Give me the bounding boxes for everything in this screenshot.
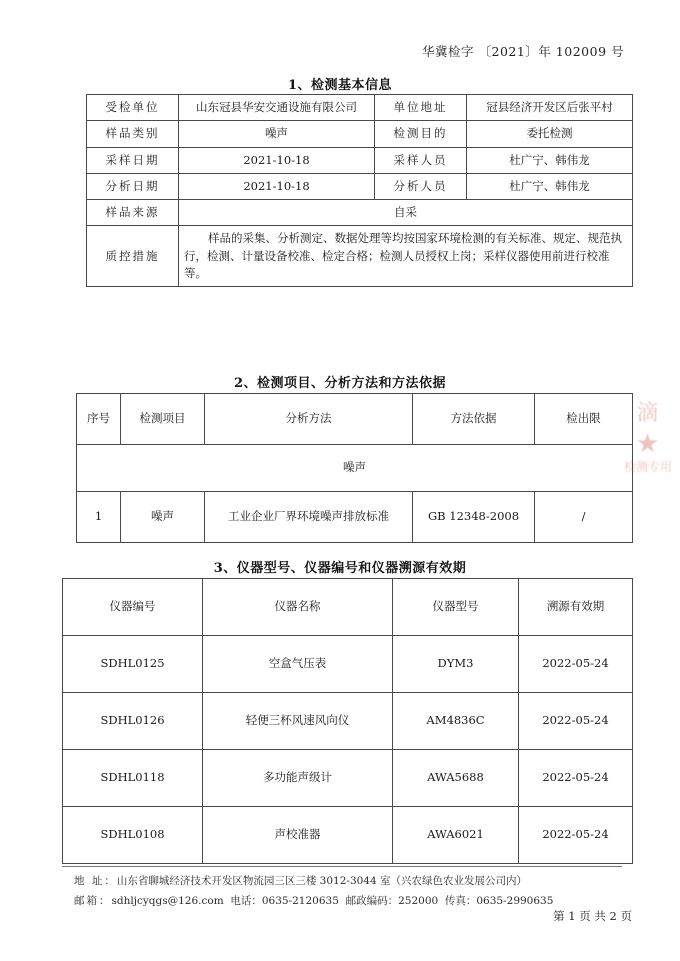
column-header: 仪器型号 [393, 579, 519, 636]
table-row [63, 807, 633, 864]
basic-info-table [86, 94, 633, 287]
cell-instrument-code: SDHL0108 [63, 807, 203, 864]
cell-instrument-code: SDHL0118 [63, 750, 203, 807]
cell-label: 分析人员 [375, 173, 467, 199]
cell-limit: / [535, 492, 633, 543]
cell-instrument-name: 声校准器 [203, 807, 393, 864]
cell-instrument-model: DYM3 [393, 636, 519, 693]
cell-instrument-code: SDHL0126 [63, 693, 203, 750]
footer-zip-label: 邮政编码： [345, 894, 399, 907]
stamp-star-icon: ★ [635, 428, 661, 459]
page-number: 第 1 页 共 2 页 [553, 909, 632, 923]
cell-value: 2021-10-18 [179, 147, 375, 173]
cell-label-sample-source: 样品来源 [87, 200, 179, 226]
column-header: 检测项目 [121, 394, 205, 445]
instruments-table [62, 578, 633, 864]
stamp-subtext: 检测专用 [623, 460, 672, 474]
stamp-character: 滴 [636, 401, 660, 426]
footer-fax-value: 0635-2990635 [476, 894, 554, 907]
table-row [87, 95, 633, 121]
footer-mail-label: 邮箱： [74, 894, 112, 907]
column-header: 检出限 [535, 394, 633, 445]
column-header: 分析方法 [205, 394, 413, 445]
footer-zip-value: 252000 [398, 894, 439, 907]
cell-label: 分析日期 [87, 173, 179, 199]
cell-value: 冠县经济开发区后张平村 [467, 95, 633, 121]
section-1-title: 1、检测基本信息 [287, 78, 393, 93]
table-row [77, 492, 633, 543]
cell-instrument-name: 轻便三杯风速风向仪 [203, 693, 393, 750]
cell-instrument-valid: 2022-05-24 [519, 807, 633, 864]
section-2-title: 2、检测项目、分析方法和方法依据 [233, 376, 447, 391]
table-row [63, 750, 633, 807]
cell-label: 检测目的 [375, 121, 467, 147]
cell-label: 单位地址 [375, 95, 467, 121]
cell-instrument-valid: 2022-05-24 [519, 693, 633, 750]
column-header: 方法依据 [413, 394, 535, 445]
footer-contact-row [74, 892, 634, 912]
cell-value: 杜广宁、韩伟龙 [467, 147, 633, 173]
cell-value: 杜广宁、韩伟龙 [467, 173, 633, 199]
document-header-code: 华冀检字 〔2021〕年 102009 号 [422, 44, 624, 59]
footer-address-value: 山东省聊城经济技术开发区物流园三区三楼 3012-3044 室（兴农绿色农业发展公司内） [116, 875, 528, 887]
footer-address-label: 地 址： [74, 875, 117, 887]
cell-instrument-name: 多功能声级计 [203, 750, 393, 807]
column-header: 序号 [77, 394, 121, 445]
table-group-row [77, 445, 633, 492]
cell-basis: GB 12348-2008 [413, 492, 535, 543]
cell-value: 2021-10-18 [179, 173, 375, 199]
table-row [87, 121, 633, 147]
table-header-row [77, 394, 633, 445]
cell-item: 噪声 [121, 492, 205, 543]
cell-instrument-code: SDHL0125 [63, 636, 203, 693]
cell-instrument-model: AWA6021 [393, 807, 519, 864]
footer-mail-value: sdhljcyqgs@126.com [111, 894, 224, 907]
cell-value-sample-source: 自采 [179, 200, 633, 226]
cell-instrument-valid: 2022-05-24 [519, 636, 633, 693]
cell-value: 噪声 [179, 121, 375, 147]
footer-divider [62, 866, 622, 867]
cell-value: 委托检测 [467, 121, 633, 147]
cell-no: 1 [77, 492, 121, 543]
column-header: 仪器编号 [63, 579, 203, 636]
table-row [87, 226, 633, 287]
cell-instrument-valid: 2022-05-24 [519, 750, 633, 807]
column-header: 仪器名称 [203, 579, 393, 636]
cell-label: 采样日期 [87, 147, 179, 173]
cell-instrument-model: AWA5688 [393, 750, 519, 807]
footer-tel-value: 0635-2120635 [261, 894, 339, 907]
column-header: 溯源有效期 [519, 579, 633, 636]
footer-address-row [74, 872, 634, 892]
table-row [87, 173, 633, 199]
section-3-title: 3、仪器型号、仪器编号和仪器溯源有效期 [213, 561, 467, 576]
table-header-row [63, 579, 633, 636]
table-row [87, 147, 633, 173]
cell-label: 受检单位 [87, 95, 179, 121]
cell-label: 样品类别 [87, 121, 179, 147]
group-label: 噪声 [77, 445, 633, 492]
footer [74, 872, 634, 912]
cell-label: 采样人员 [375, 147, 467, 173]
table-row [63, 636, 633, 693]
table-row [63, 693, 633, 750]
footer-fax-label: 传真： [444, 894, 477, 907]
cell-instrument-name: 空盒气压表 [203, 636, 393, 693]
methods-table [76, 393, 633, 543]
table-row [87, 200, 633, 226]
cell-instrument-model: AM4836C [393, 693, 519, 750]
cell-value: 山东冠县华安交通设施有限公司 [179, 95, 375, 121]
cell-label-qc: 质控措施 [87, 226, 179, 287]
footer-tel-label: 电话： [230, 894, 262, 907]
cell-value-qc: 样品的采集、分析测定、数据处理等均按国家环境检测的有关标准、规定、规范执行，检测、计量设备校准、检定合格；检测人员授权上岗；采样仪器使用前进行校准等。 [179, 226, 633, 287]
cell-method: 工业企业厂界环境噪声排放标准 [205, 492, 413, 543]
